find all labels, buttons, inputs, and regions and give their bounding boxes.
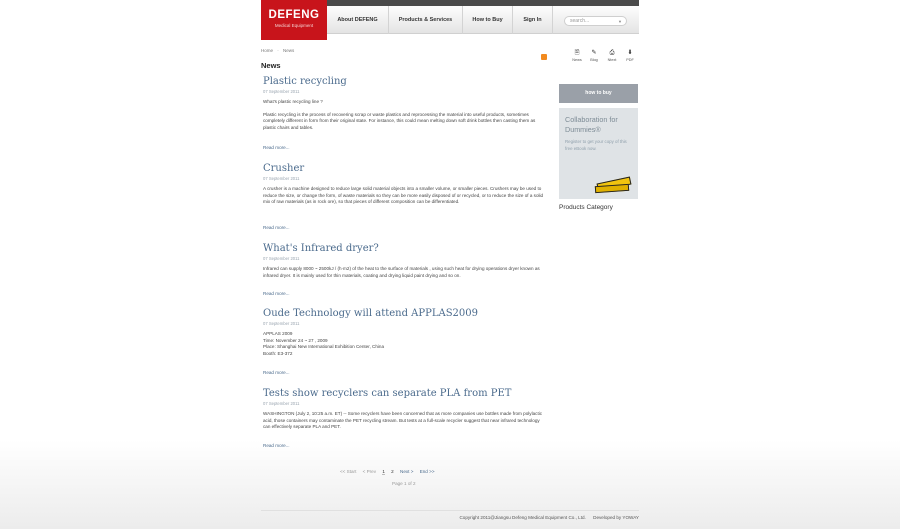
breadcrumb-home[interactable]: Home [261, 48, 274, 53]
article-title[interactable]: Crusher [263, 163, 305, 174]
book-stack-icon [593, 174, 633, 194]
tool-label: PDF [626, 58, 634, 62]
read-more-link[interactable]: Read more... [263, 370, 290, 375]
rss-icon[interactable] [541, 54, 547, 60]
tool-news[interactable] [569, 49, 585, 63]
article-title[interactable]: Oude Technology will attend APPLAS2009 [263, 308, 479, 319]
article-title[interactable]: Tests show recyclers can separate PLA from PET [263, 388, 512, 399]
breadcrumb [261, 48, 297, 53]
tool-label: Blog [590, 58, 598, 62]
article-paragraph: What's plastic recycling line ? [263, 99, 323, 104]
tool-blog[interactable] [586, 49, 602, 63]
article-date: 07 September 2011 [263, 401, 300, 406]
article-paragraph: Place: Shanghai New International Exhibition Center, China [263, 344, 385, 350]
logo-subtitle: Medical Equipment [274, 23, 314, 28]
main-nav [261, 6, 639, 34]
logo-brand: DEFENG [268, 9, 320, 21]
read-more-link[interactable]: Read more... [263, 291, 290, 296]
article-paragraph: Booth: E3-372 [263, 351, 293, 357]
article [263, 308, 548, 358]
download-icon: ⬇ [627, 50, 633, 56]
tool-pdf[interactable] [622, 49, 638, 63]
pager-next[interactable]: Next > [400, 469, 414, 474]
article-date: 07 September 2011 [263, 176, 300, 181]
pager-page-1: 1 [382, 469, 385, 474]
search-input[interactable] [564, 16, 627, 26]
read-more-link[interactable]: Read more... [263, 145, 290, 150]
how-to-buy-button[interactable]: how to buy [559, 84, 638, 103]
article-date: 07 September 2011 [263, 256, 300, 261]
article [263, 163, 548, 209]
article-date: 07 September 2011 [263, 321, 300, 326]
pager-end[interactable]: End >> [419, 469, 435, 474]
ebook-ad-banner[interactable] [559, 108, 638, 199]
nav-about[interactable]: About DEFENG [327, 6, 389, 34]
footer-developer[interactable]: Developed by YOWAY [593, 515, 639, 520]
nav-products-services[interactable]: Products & Services [389, 6, 463, 34]
pager-prev[interactable]: < Prev [362, 469, 377, 474]
article [263, 388, 548, 434]
breadcrumb-current: News [283, 48, 295, 53]
page-info: Page 1 of 2 [392, 481, 416, 486]
footer-divider [261, 510, 639, 511]
footer [453, 515, 639, 520]
article-title[interactable]: What's Infrared dryer? [263, 243, 379, 254]
printer-icon: ⎙ [609, 50, 615, 56]
pager-start[interactable]: << Start [340, 469, 357, 474]
ad-subtext: Register to get your copy of this free eBook now. [565, 139, 627, 151]
toolbar [569, 49, 639, 65]
article-paragraph: WASHINGTON (July 2, 10:25 a.m. ET) -- Some recyclers have been concerned that as more companies use bottles made from polylactic acid, those containers may contaminate the PET recycling stream. But tests at a full-scale recycler suggest that near infrared technology can effectively separate PLA and PET. [263, 411, 543, 430]
tool-label: Ntext [607, 58, 617, 62]
article-body [263, 331, 548, 358]
read-more-link[interactable]: Read more... [263, 225, 290, 230]
article [263, 243, 548, 282]
nav-how-to-buy[interactable]: How to Buy [463, 6, 513, 34]
footer-copyright: Copyright 2011@Jiangsu Defeng Medical Equipment Co., Ltd. [459, 515, 586, 520]
article-body [263, 186, 548, 206]
tool-label: News [572, 58, 582, 62]
article-body [263, 99, 548, 132]
page-title: News [261, 61, 281, 70]
pager-page-2[interactable]: 2 [391, 469, 394, 474]
products-category-heading: Products Category [559, 204, 613, 211]
edit-icon: ✎ [591, 50, 597, 56]
article-title[interactable]: Plastic recycling [263, 76, 347, 87]
breadcrumb-separator: · [277, 48, 279, 53]
document-icon: 🗎 [574, 50, 580, 56]
pagination [340, 469, 440, 474]
logo[interactable] [261, 0, 327, 40]
article [263, 76, 548, 135]
chevron-down-icon[interactable]: ▼ [618, 19, 622, 24]
article-body [263, 411, 548, 431]
article-body [263, 266, 548, 279]
article-date: 07 September 2011 [263, 89, 300, 94]
article-paragraph: Time: November 24 ~ 27 , 2009 [263, 337, 328, 343]
article-paragraph: Plastic recycling is the process of recovering scrap or waste plastics and reprocessing the material into useful products, sometimes completely different in form from their original state. For instance, this could mean melting down soft drink bottles then casting them as plastic chairs and tables. [263, 111, 536, 131]
nav-sign-in[interactable]: Sign In [513, 6, 553, 34]
search-placeholder: search... [570, 18, 590, 24]
article-paragraph: A crusher is a machine designed to reduce large solid material objects into a smaller volume, or smaller pieces. Crushers may be used to reduce the size, or change the form, of waste materials so they can be more easily disposed of or recycled, or to reduce the size of a solid mix of raw materials (as in rock ore), so that pieces of different composition can be differentiated. [263, 186, 544, 205]
tool-ntext[interactable] [604, 49, 620, 63]
read-more-link[interactable]: Read more... [263, 443, 290, 448]
article-paragraph: Infrared can supply 8000 ~ 2500kJ / (h·m2) of the heat to the surface of materials , using such heat for drying operations dryer known as infrared dryer. It is mainly used for thin materials, coating and drying liquid paint drying and so on. [263, 266, 540, 278]
article-paragraph: APPLAS 2009 [263, 331, 293, 336]
ad-heading: Collaboration for Dummies® [565, 115, 618, 134]
